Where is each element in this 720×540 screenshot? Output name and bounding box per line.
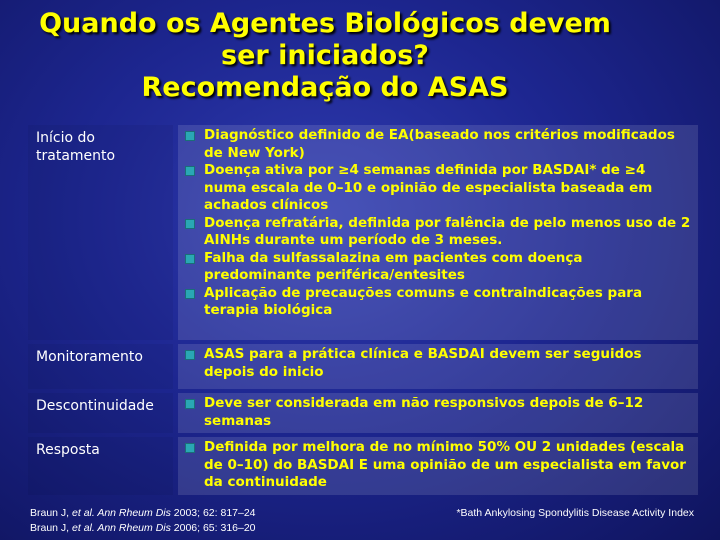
row-label-cell (28, 125, 173, 340)
bullet-list-monitoring (178, 344, 698, 381)
reference-1: Braun J, et al. Ann Rheum Dis 2003; 62: 817–24 (30, 507, 256, 519)
row-content-cell (178, 344, 698, 389)
row-label-response: Resposta (36, 442, 100, 458)
bullet-square-icon (185, 350, 195, 360)
row-label-discontinuation: Descontinuidade (36, 398, 154, 414)
list-item: Definida por melhora de no mínimo 50% OU 2 unidades (escala de 0–10) do BASDAI E uma opinião de um especialista em favor da continuidade (184, 439, 692, 492)
list-item: Doença ativa por ≥4 semanas definida por BASDAI* de ≥4 numa escala de 0–10 e opinião de especialista baseada em achados clínicos (184, 162, 692, 215)
list-item: Deve ser considerada em não responsivos depois de 6–12 semanas (184, 395, 692, 430)
row-label-cell (28, 437, 173, 495)
bullet-square-icon (185, 289, 195, 299)
reference-2: Braun J, et al. Ann Rheum Dis 2006; 65: 316–20 (30, 522, 256, 534)
references (30, 506, 256, 536)
bullet-list-discontinuation (178, 393, 698, 430)
row-content-cell (178, 125, 698, 340)
bullet-square-icon (185, 399, 195, 409)
list-item: Doença refratária, definida por falência de pelo menos uso de 2 AINHs durante um período de 3 meses. (184, 215, 692, 250)
row-label-cell (28, 393, 173, 433)
bullet-square-icon (185, 254, 195, 264)
bullet-square-icon (185, 219, 195, 229)
list-item: Aplicação de precauções comuns e contraindicações para terapia biológica (184, 285, 692, 320)
list-item: Falha da sulfassalazina em pacientes com doença predominante periférica/entesites (184, 250, 692, 285)
bullet-list-response (178, 437, 698, 492)
row-content-cell (178, 437, 698, 495)
slide-title (0, 8, 650, 104)
title-line-2: ser iniciados? (221, 40, 429, 71)
row-label-start: Início do tratamento (36, 130, 116, 164)
row-content-cell (178, 393, 698, 433)
recommendation-table (28, 125, 698, 495)
title-line-3: Recomendação do ASAS (141, 72, 509, 103)
row-label-cell (28, 344, 173, 389)
title-line-1: Quando os Agentes Biológicos devem (39, 8, 611, 39)
basdai-footnote: *Bath Ankylosing Spondylitis Disease Activity Index (456, 507, 694, 519)
list-item: Diagnóstico definido de EA(baseado nos critérios modificados de New York) (184, 127, 692, 162)
list-item: ASAS para a prática clínica e BASDAI devem ser seguidos depois do inicio (184, 346, 692, 381)
bullet-square-icon (185, 131, 195, 141)
row-label-monitoring: Monitoramento (36, 349, 143, 365)
bullet-list-start (178, 125, 698, 320)
bullet-square-icon (185, 166, 195, 176)
bullet-square-icon (185, 443, 195, 453)
